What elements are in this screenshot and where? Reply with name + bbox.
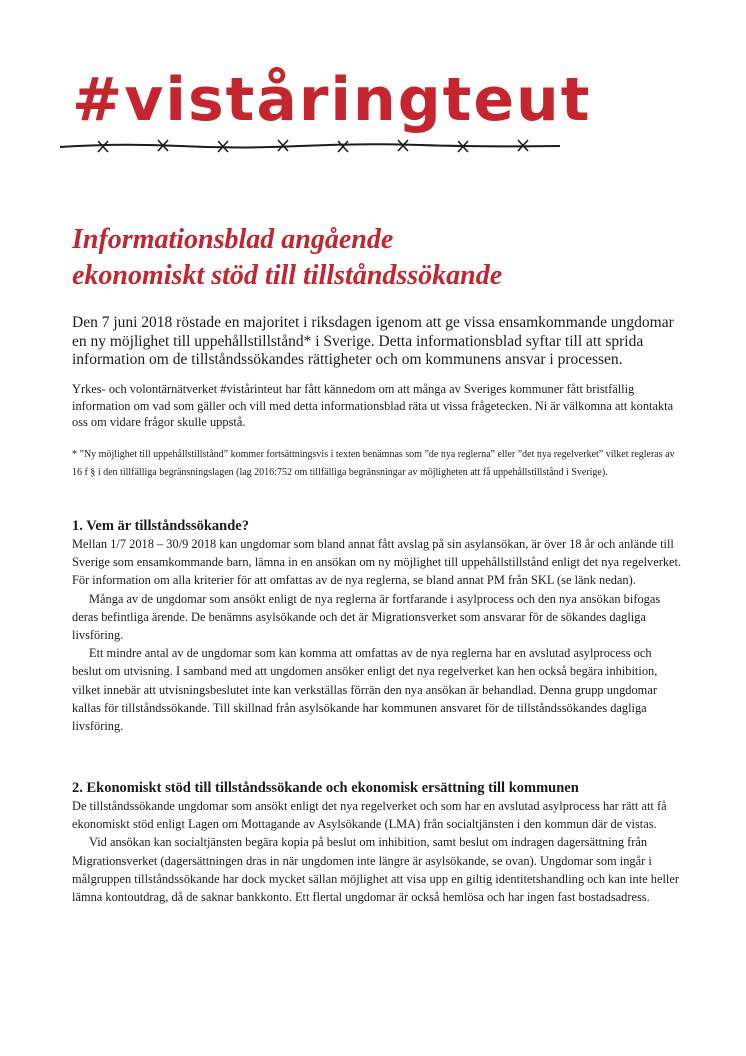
- section-1-paragraph: Ett mindre antal av de ungdomar som kan komma att omfattas av de nya reglerna har en avslutad asylprocess och beslut om utvisning. I samband med att ungdomen ansöker enligt det nya regelverket kan hen också begära inhibition, vilket innebär att utvisningsbeslutet inte kan verkställas förrän den nya ansökan är behandlad. Denna grupp ungdomar kallas för tillståndssökande. Till skillnad från asylsökande har kommunen ansvaret för de tillståndssökandes dagliga livsföring.: [72, 646, 658, 734]
- section-2: [72, 779, 682, 906]
- section-1-paragraph: Mellan 1/7 2018 – 30/9 2018 kan ungdomar som bland annat fått avslag på sin asylansökan, är över 18 år och anlände till Sverige som ensamkommande barn, lämna in en ansökan om ny möjlighet till uppehållstillstånd enligt det nya regelverket. För information om alla kriterier för att omfattas av de nya reglerna, se bland annat PM från SKL (se länk nedan).: [72, 537, 682, 588]
- section-2-paragraph: Vid ansökan kan socialtjänsten begära kopia på beslut om inhibition, samt beslut om indragen dagersättning från Migrationsverket (dagersättningen dras in när ungdomen inte längre är asylsökande, se ovan). Ungdomar som ingår i målgruppen tillståndssökande har dock mycket sällan möjlighet att visa upp en giltig identitetshandling och kan inte heller lämna kontoutdrag, då de saknar bankkonto. Ett flertal ungdomar är också hemlösa och har ingen fast bostadsadress.: [72, 835, 680, 905]
- title-line-2: ekonomiskt stöd till tillståndssökande: [72, 260, 503, 291]
- section-1: [72, 517, 682, 735]
- campaign-logo: [60, 60, 592, 180]
- lead-paragraph: Den 7 juni 2018 röstade en majoritet i riksdagen igenom att ge vissa ensamkommande ungdomar en ny möjlighet till uppehållstillstånd* i Sverige. Detta informationsblad syftar till att sprida information om de tillståndssökandes rättigheter och om kommunens ansvar i processen.: [72, 314, 674, 368]
- barbed-wire-icon: [60, 138, 560, 154]
- section-1-paragraph: Många av de ungdomar som ansökt enligt de nya reglerna är fortfarande i asylprocess och den nya ansökan bifogas deras befintliga ärende. De benämns asylsökande och det är Migrationsverket som ansvarar för de sökandes dagliga livsföring.: [72, 591, 661, 643]
- section-2-paragraph: De tillståndssökande ungdomar som ansökt enligt det nya regelverket och som har en avslutad asylprocess har rätt att få ekonomiskt stöd enligt Lagen om Mottagande av Asylsökande (LMA) från socialtjänsten i den kommun där de vistas.: [72, 799, 667, 832]
- intro-paragraph: Yrkes- och volontärnätverket #vistårinteut har fått kännedom om att många av Sveriges kommuner fått bristfällig information om vad som gäller och vill med detta informationsblad räta ut vissa frågetecken. Ni är välkomna att kontakta oss om vidare frågor skulle uppstå.: [72, 382, 674, 429]
- logo-hashtag: #viståringteut: [72, 65, 592, 135]
- footnote: * ”Ny möjlighet till uppehållstillstånd” kommer fortsättningsvis i texten benämnas som ”de nya reglerna” eller ”det nya regelverket” vilket regleras av 16 f § i den tillfälliga begränsningslagen (lag 2016:752 om tillfälliga begränsningar av möjligheten att få uppehållstillstånd i Sverige).: [72, 449, 675, 478]
- document-title: [72, 222, 692, 294]
- section-2-heading: 2. Ekonomiskt stöd till tillståndssökande och ekonomisk ersättning till kommunen: [72, 780, 579, 796]
- section-1-heading: 1. Vem är tillståndssökande?: [72, 518, 249, 534]
- title-line-1: Informationsblad angående: [72, 224, 394, 255]
